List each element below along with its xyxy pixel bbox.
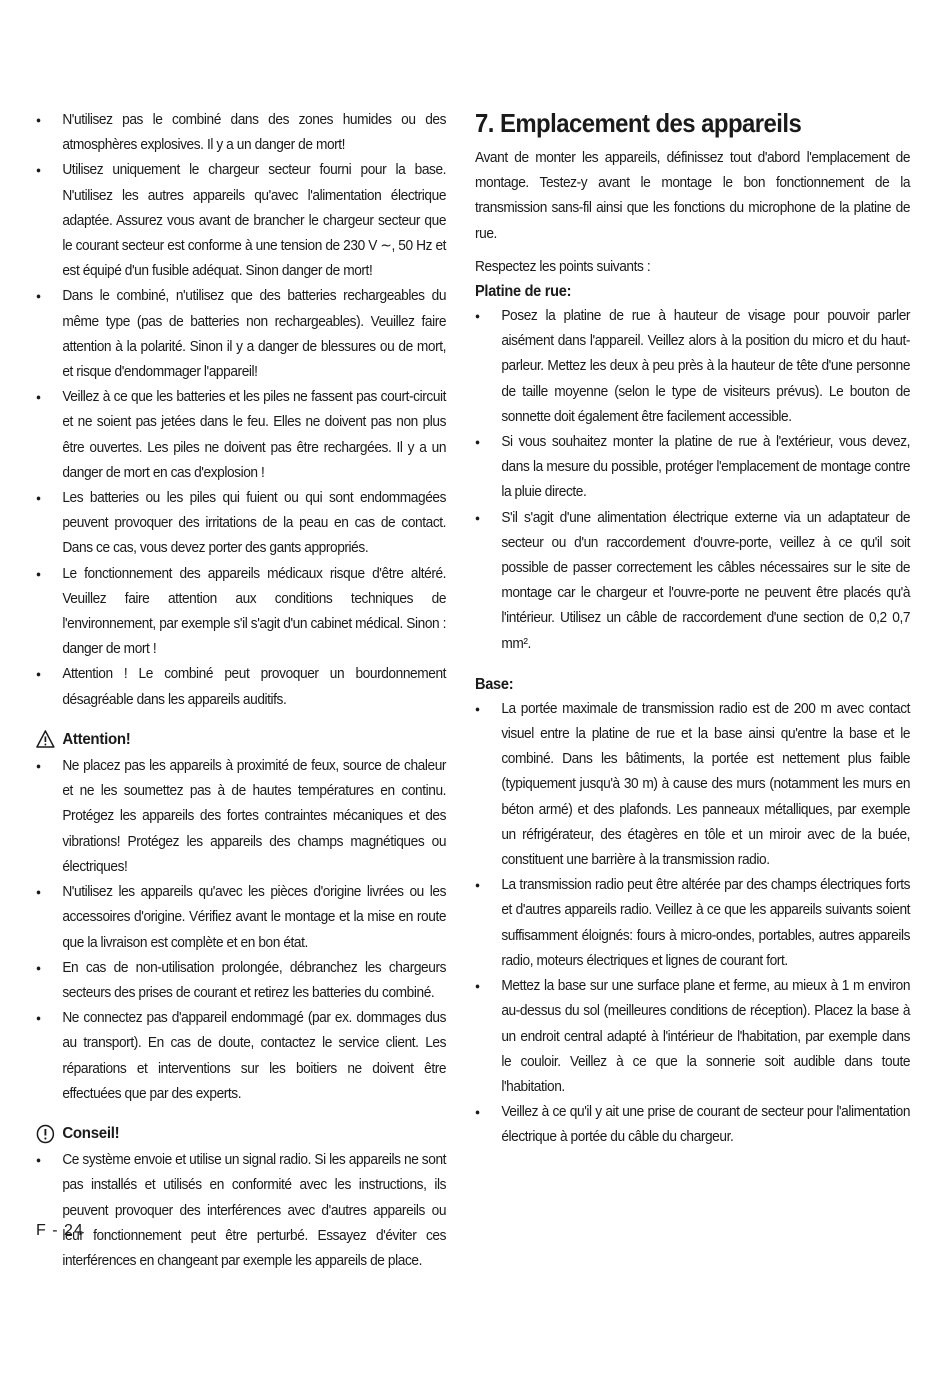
list-item: ● Attention ! Le combiné peut provoquer un bourdonnement désagréable dans les appareils auditifs. [36,662,446,712]
right-text-block [475,146,910,1151]
section-title: 7. Emplacement des appareils [475,108,802,138]
list-item: ● Ne placez pas les appareils à proximité de feux, source de chaleur et ne les soumettez pas à de hautes températures en continu. Protégez les appareils des fortes contraintes mécaniques et des vibrations! Protégez les appareils des champs magnétiques ou électriques! [36,754,446,880]
safety-list [36,108,446,713]
list-item: ● N'utilisez pas le combiné dans des zones humides ou des atmosphères explosives. Il y a un danger de mort! [36,108,446,158]
list-item: ● S'il s'agit d'une alimentation électrique externe via un adaptateur de secteur ou d'un raccordement d'ouvre-porte, veillez à ce qu'il soit possible de passer correctement les câbles nécessaires sur le site de montage car le chargeur et l'ouvre-porte ne peuvent être placés qu'à l'intérieur. Utilisez un câble de raccordement d'une section de 0,2 0,7 mm². [475,506,910,657]
platine-heading: Platine de rue: [475,283,572,301]
list-item: ● Ce système envoie et utilise un signal radio. Si les appareils ne sont pas installés et utilisés en conformité avec les instructions, ils peuvent provoquer des interférences avec d'autres appareils ou leur fonctionnement peut être perturbé. Essayez d'éviter ces interférences en changeant par exemple les appareils de place. [36,1148,446,1274]
attention-list [36,754,446,1107]
list-item: ● Veillez à ce qu'il y ait une prise de courant de secteur pour l'alimentation électrique à portée du câble du chargeur. [475,1100,910,1150]
conseil-title: Conseil! [62,1124,120,1142]
base-list [475,697,910,1151]
list-item: ● Le fonctionnement des appareils médicaux risque d'être altéré. Veuillez faire attention aux conditions techniques de l'environnement, par exemple s'il s'agit d'un cabinet médical. Sinon : danger de mort ! [36,562,446,663]
list-item: ● La transmission radio peut être altérée par des champs électriques forts et d'autres appareils radio. Veillez à ce que les appareils suivants soient suffisamment éloignés: fours à micro-ondes, portables, autres appareils radio, moteurs électriques et lignes de courant fort. [475,873,910,974]
conseil-list [36,1148,446,1274]
intro-paragraph: Avant de monter les appareils, définissez tout d'abord l'emplacement de montage. Testez-y avant le montage le bon fonctionnement de la transmission sans-fil ainsi que les fonctions du microphone de la platine de rue. [475,150,911,242]
right-column [475,108,910,1151]
conseil-heading [36,1121,446,1146]
list-item: ● Utilisez uniquement le chargeur secteur fourni pour la base. N'utilisez les autres appareils qu'avec l'alimentation électrique adaptée. Assurez vous avant de brancher le chargeur secteur que le courant secteur est conforme à une tension de 230 V ∼, 50 Hz et est équipé d'un fusible adéquat. Sinon danger de mort! [36,158,446,284]
list-item: ● Posez la platine de rue à hauteur de visage pour pouvoir parler aisément dans l'appareil. Veillez alors à la position du micro et du haut-parleur. Mettez les deux à peu près à la hauteur de tête d'une personne de taille moyenne (selon le type de visiteurs prévus). Le bouton de sonnette doit également être facilement accessible. [475,304,910,430]
left-text-block [36,108,446,1274]
list-item: ● La portée maximale de transmission radio est de 200 m avec contact visuel entre la platine de rue et la base ainsi qu'entre la base et le combiné. Dans les bâtiments, la portée est nettement plus faible (typiquement jusqu'à 30 m) à cause des murs (notamment les murs en béton armé) et des plafonds. Les panneaux métalliques, par exemple un réfrigérateur, des étagères en tôle et un miroir avec de la buée, constituent une barrière à la transmission radio. [475,697,910,873]
exclamation-circle-icon [36,1124,55,1144]
warning-triangle-icon [36,729,55,749]
base-heading: Base: [475,675,514,693]
platine-list [475,304,910,657]
list-item: ● En cas de non-utilisation prolongée, débranchez les chargeurs secteurs des prises de courant et retirez les batteries du combiné. [36,956,446,1006]
list-item: ● N'utilisez les appareils qu'avec les pièces d'origine livrées ou les accessoires d'origine. Vérifiez avant le montage et la mise en route que la livraison est complète et en bon état. [36,880,446,956]
attention-heading [36,727,446,752]
page-number: F - 24 [36,1222,84,1239]
list-item: ● Mettez la base sur une surface plane et ferme, au mieux à 1 m environ au-dessus du sol (meilleures conditions de réception). Placez la base à un endroit central adapté à l'intérieur de l'habitation, par exemple dans le couloir. Veillez à ce que la sonnerie soit audible dans toute l'habitation. [475,974,910,1100]
list-item: ● Dans le combiné, n'utilisez que des batteries rechargeables du même type (pas de batteries non rechargeables). Veuillez faire attention à la polarité. Sinon il y a danger de blessures ou de mort, et risque d'endommager l'appareil! [36,284,446,385]
respect-line: Respectez les points suivants : [475,258,651,275]
left-column [36,108,446,1274]
list-item: ● Les batteries ou les piles qui fuient ou qui sont endommagées peuvent provoquer des irritations de la peau en cas de contact. Dans ce cas, vous devez porter des gants appropriés. [36,486,446,562]
list-item: ● Si vous souhaitez monter la platine de rue à l'extérieur, vous devez, dans la mesure du possible, protéger l'emplacement de montage contre la pluie directe. [475,430,910,506]
list-item: ● Ne connectez pas d'appareil endommagé (par ex. dommages dus au transport). En cas de doute, contactez le service client. Les réparations et interventions sur les boitiers ne doivent être effectuées que par des experts. [36,1006,446,1107]
list-item: ● Veillez à ce que les batteries et les piles ne fassent pas court-circuit et ne soient pas jetées dans le feu. Elles ne doivent pas non plus être ouvertes. Les piles ne doivent pas être rechargées. Il y a un danger de mort en cas d'explosion ! [36,385,446,486]
attention-title: Attention! [62,730,131,748]
